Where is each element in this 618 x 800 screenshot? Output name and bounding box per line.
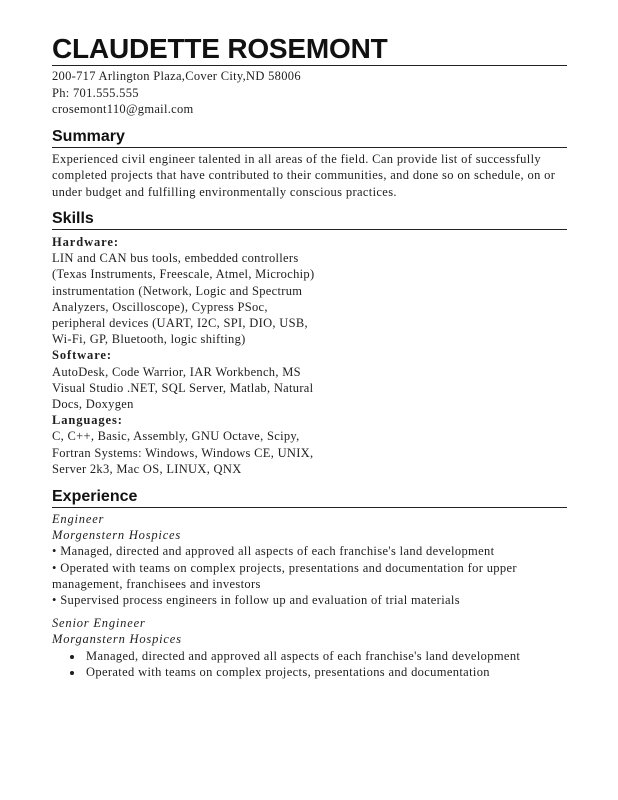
- skill-group-label: Hardware:: [52, 235, 119, 249]
- job-title: Engineer: [52, 512, 105, 527]
- job-entry: [52, 511, 567, 608]
- job-company: Morganstern Hospices: [52, 632, 182, 647]
- candidate-name: CLAUDETTE ROSEMONT: [52, 33, 388, 64]
- contact-phone: Ph: 701.555.555: [52, 85, 139, 100]
- skill-group-software: [52, 347, 317, 412]
- experience-heading: Experience: [52, 488, 138, 506]
- job-bullet: • Operated with teams on complex projects, presentations and documentation for upper management, franchisees and investors: [52, 560, 567, 592]
- skill-group-languages: [52, 412, 317, 477]
- job-entry: [52, 615, 567, 680]
- job-bullet: • Managed, directed and approved all aspects of each franchise's land development: [84, 648, 567, 664]
- skill-group-text: AutoDesk, Code Warrior, IAR Workbench, MS Visual Studio .NET, SQL Server, Matlab, Natural Docs, Doxygen: [52, 364, 314, 412]
- summary-divider: [52, 147, 567, 148]
- skills-list: [52, 234, 317, 477]
- skill-group-text: LIN and CAN bus tools, embedded controllers (Texas Instruments, Freescale, Atmel, Microchip) instrumentation (Network, Logic and Spectrum Analyzers, Oscilloscope), Cypress PSoc, peripheral devices (UART, I2C, SPI, DIO, USB, Wi-Fi, GP, Bluetooth, logic shifting): [52, 251, 315, 347]
- experience-divider: [52, 507, 567, 508]
- job-title: Senior Engineer: [52, 616, 146, 631]
- skills-heading: Skills: [52, 210, 94, 227]
- job-bullet: • Operated with teams on complex projects, presentations and documentation: [84, 664, 567, 680]
- skill-group-text: C, C++, Basic, Assembly, GNU Octave, Scipy, Fortran Systems: Windows, Windows CE, UNIX, Server 2k3, Mac OS, LINUX, QNX: [52, 429, 314, 476]
- job-bullet: • Supervised process engineers in follow up and evaluation of trial materials: [52, 592, 567, 608]
- job-bullet-list: [52, 648, 567, 680]
- skill-group-label: Software:: [52, 348, 112, 363]
- skills-divider: [52, 229, 567, 230]
- contact-block: [52, 68, 567, 118]
- name-divider: [52, 65, 567, 66]
- skill-group-label: Languages:: [52, 413, 123, 428]
- job-company: Morgenstern Hospices: [52, 528, 182, 543]
- skill-group-hardware: [52, 234, 317, 347]
- contact-address: 200-717 Arlington Plaza,Cover City,ND 58006: [52, 69, 301, 83]
- job-bullet: • Managed, directed and approved all aspects of each franchise's land development: [52, 543, 567, 559]
- contact-email: crosemont110@gmail.com: [52, 102, 194, 116]
- summary-text: Experienced civil engineer talented in all areas of the field. Can provide list of successfully completed projects that have contributed to their communities, and done so on schedule, on or under budget and fulfilling environmentally conscious practices.: [52, 151, 556, 199]
- summary-heading: Summary: [52, 127, 125, 145]
